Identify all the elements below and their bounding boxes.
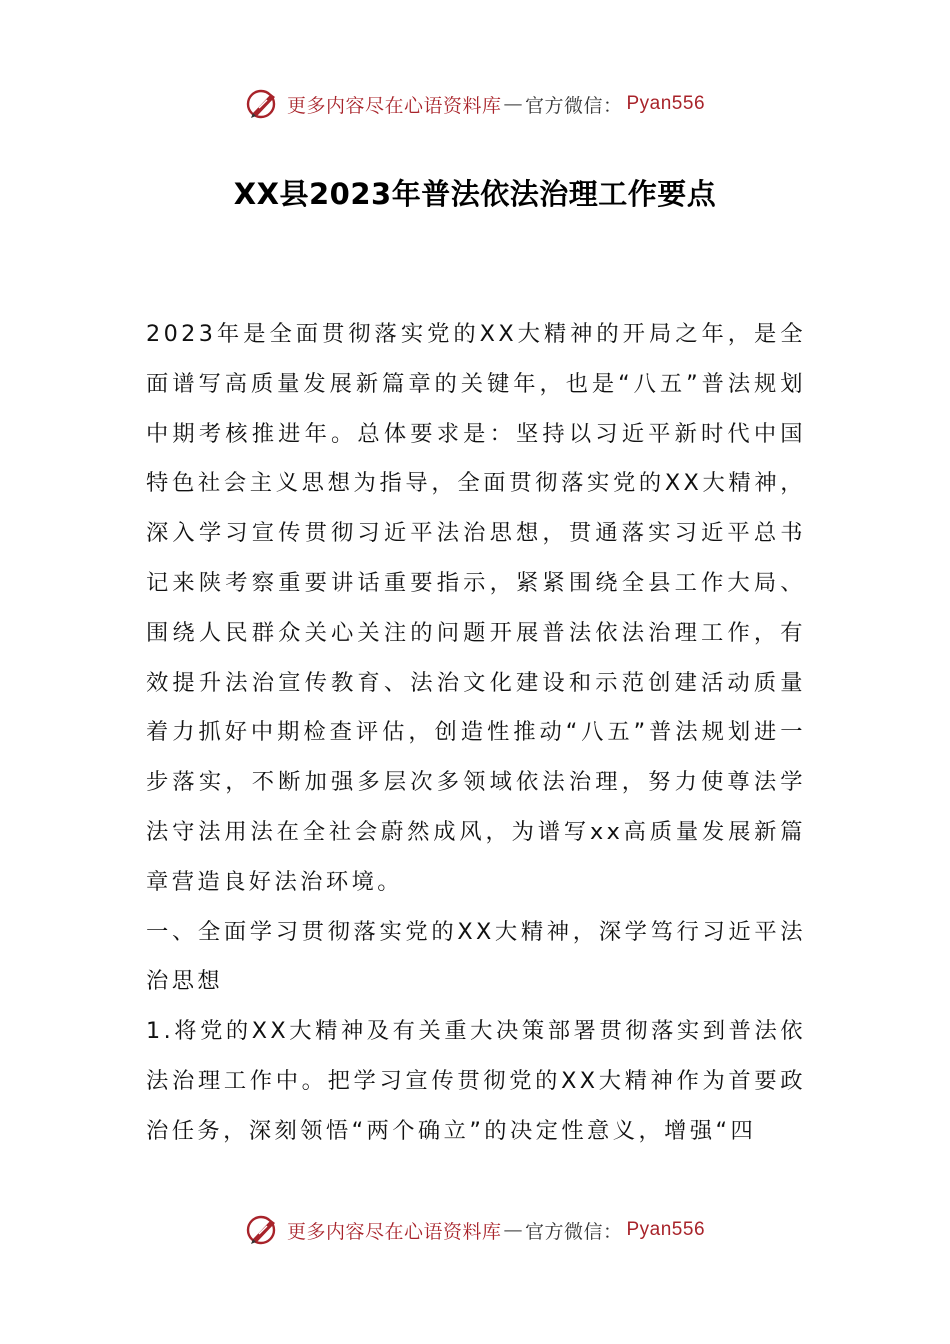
banner-wechat-id: Pyan556 [626, 1219, 706, 1240]
intro-paragraph: 2023年是全面贯彻落实党的XX大精神的开局之年，是全面谱写高质量发展新篇章的关键年，也是“八五”普法规划中期考核推进年。总体要求是：坚持以习近平新时代中国特色社会主义思想为指导，全面贯彻落实党的XX大精神，深入学习宣传贯彻习近平法治思想，贯通落实习近平总书记来陕考察重要讲话重要指示，紧紧围绕全县工作大局、围绕人民群众关心关注的问题开展普法依法治理工作，有效提升法治宣传教育、法治文化建设和示范创建活动质量着力抓好中期检查评估，创造性推动“八五”普法规划进一步落实，不断加强多层次多领域依法治理，努力使尊法学法守法用法在全社会蔚然成风，为谱写xx高质量发展新篇章营造良好法治环境。 [146, 321, 806, 895]
document-body [146, 310, 806, 1157]
pen-logo-icon [245, 86, 281, 122]
document-title: XX县2023年普法依法治理工作要点 [233, 177, 717, 211]
banner-wechat-label: 官方微信： [524, 94, 623, 117]
pen-logo-icon [245, 1212, 281, 1248]
banner-text: 更多内容尽在心语资料库 [286, 94, 502, 117]
section-heading-1: 一、全面学习贯彻落实党的XX大精神，深学笃行习近平法治思想 [146, 918, 806, 995]
banner-wechat-label: 官方微信： [524, 1220, 623, 1243]
item-paragraph-1: 1.将党的XX大精神及有关重大决策部署贯彻落实到普法依法治理工作中。把学习宣传贯彻党的XX大精神作为首要政治任务，深刻领悟“两个确立”的决定性意义，增强“四 [146, 1018, 806, 1144]
header-banner [0, 84, 950, 124]
banner-separator: — [503, 1219, 523, 1241]
banner-text: 更多内容尽在心语资料库 [286, 1220, 502, 1243]
footer-banner [0, 1210, 950, 1250]
banner-separator: — [503, 93, 523, 115]
banner-wechat-id: Pyan556 [626, 93, 706, 114]
